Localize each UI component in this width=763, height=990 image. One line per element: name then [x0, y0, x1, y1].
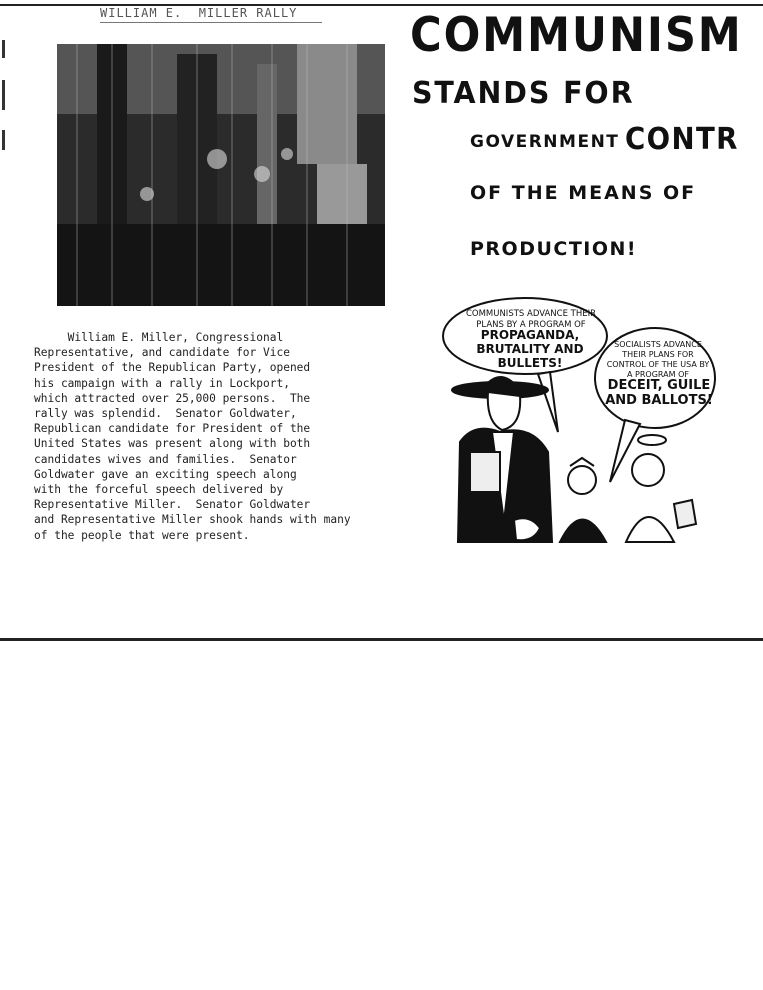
article-line: and Representative Miller shook hands with many — [34, 513, 351, 527]
article-line: candidates wives and families. Senator — [34, 452, 297, 466]
article-line: United States was present along with both — [34, 437, 311, 451]
article-line: President of the Republican Party, opened — [34, 361, 311, 375]
bottom-rule — [0, 638, 763, 641]
article-line: of the people that were present. — [34, 528, 250, 542]
article-line: Goldwater gave an exciting speech along — [34, 467, 297, 481]
article-text — [34, 330, 374, 543]
article-line: Representative, and candidate for Vice — [34, 346, 290, 360]
article-line: his campaign with a rally in Lockport, — [34, 376, 290, 390]
cartoon-bubble-1-headline: PROPAGANDA, BRUTALITY AND BULLETS! — [476, 328, 584, 370]
cartoon-bubble-2-intro: SOCIALISTS ADVANCE THEIR PLANS FOR CONTROL OF THE USA BY A PROGRAM OF — [606, 340, 710, 379]
margin-marks — [2, 40, 6, 150]
rally-photo — [57, 44, 385, 306]
headline-communism: COMMUNISM — [410, 8, 743, 63]
headline-means-of: OF THE MEANS OF — [470, 182, 697, 204]
headline-stands-for: STANDS FOR — [412, 76, 635, 111]
article-line: William E. Miller, Congressional — [34, 331, 284, 344]
cartoon-bubble-2-headline: DECEIT, GUILE AND BALLOTS! — [605, 378, 713, 408]
article-line: Republican candidate for President of the — [34, 422, 311, 436]
article-line: Representative Miller. Senator Goldwater — [34, 498, 311, 512]
headline-production: PRODUCTION! — [470, 238, 638, 260]
article-line: with the forceful speech delivered by — [34, 483, 284, 497]
photo-caption: WILLIAM E. MILLER RALLY — [100, 6, 322, 23]
headline-government: GOVERNMENT — [470, 132, 620, 152]
cartoon-bubble-1-intro: COMMUNISTS ADVANCE THEIR PLANS BY A PROGRAM OF — [465, 309, 597, 330]
article-line: which attracted over 25,000 persons. The — [34, 391, 311, 405]
headline-control: CONTR — [625, 122, 739, 157]
article-line: rally was splendid. Senator Goldwater, — [34, 407, 297, 421]
